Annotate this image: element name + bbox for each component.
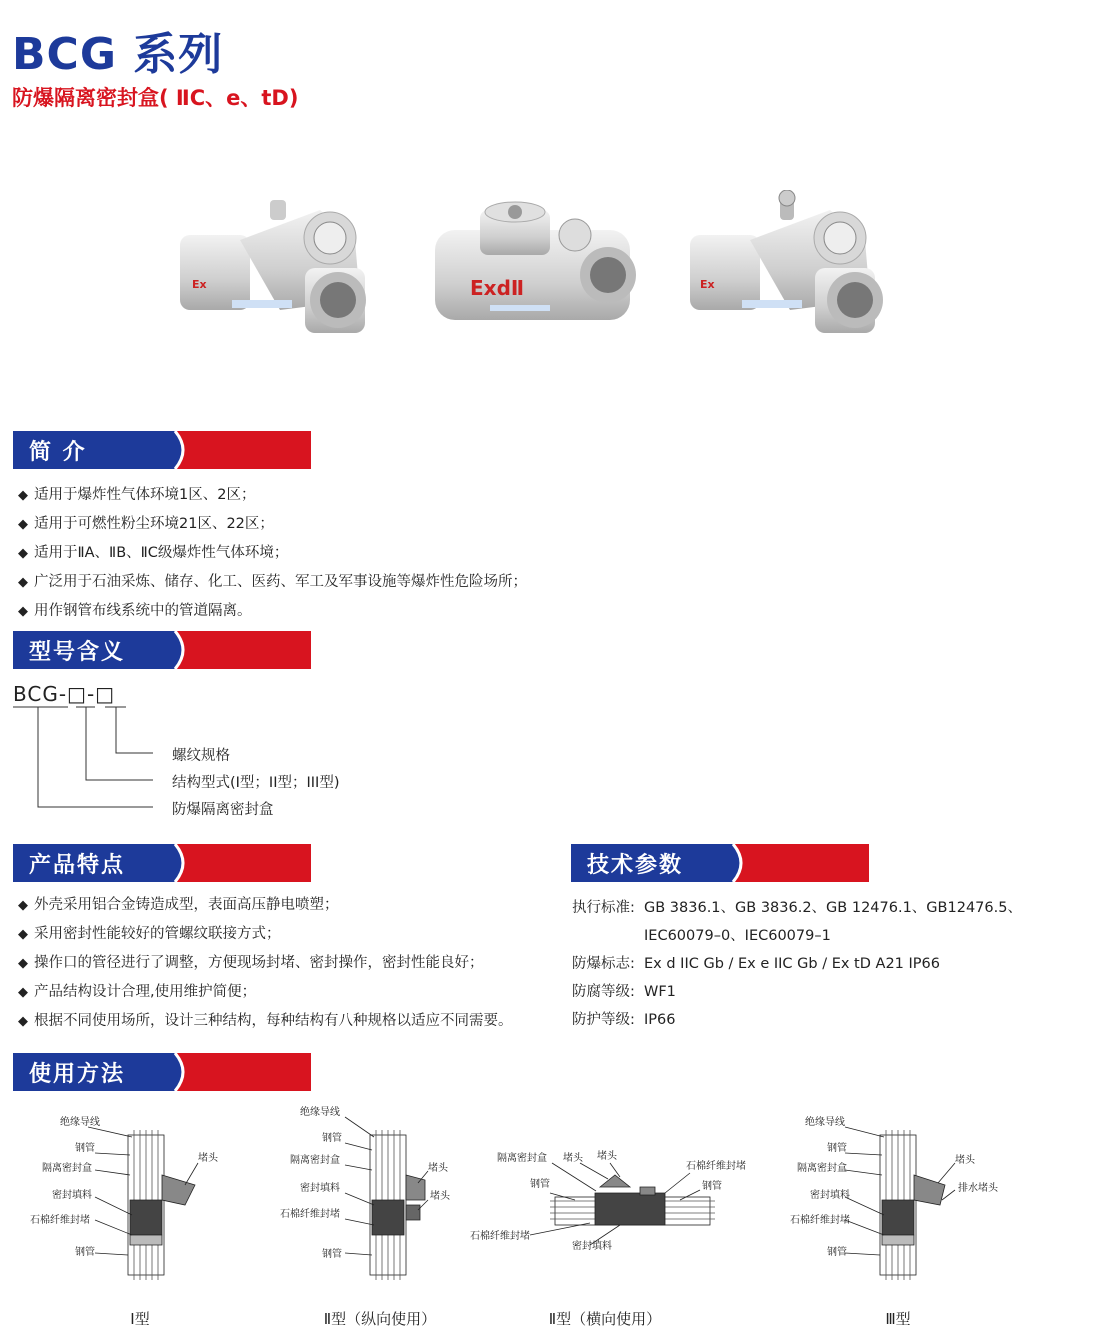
caption-type1: Ⅰ型 (130, 1310, 150, 1328)
spec-row: 执行标准: GB 3836.1、GB 3836.2、GB 12476.1、GB12476.5、 (572, 900, 1022, 916)
features-list (18, 891, 513, 1036)
page-title: BCG 系列 (12, 29, 224, 80)
list-item: ◆ 适用于ⅡA、ⅡB、ⅡC级爆炸性气体环境； (18, 539, 527, 568)
diagram-label: 石棉纤维封堵 (790, 1215, 850, 1226)
diagram-label: 密封填料 (52, 1190, 92, 1201)
list-item: ◆ 产品结构设计合理,使用维护简便； (18, 978, 513, 1007)
section-title-tech: 技术参数 (587, 853, 684, 878)
spec-row: 防爆标志: Ex d IIC Gb / Ex e IIC Gb / Ex tD A21 IP66 (572, 956, 940, 972)
section-banner-features (13, 844, 311, 882)
diagram-label: 堵头 (597, 1151, 617, 1162)
diagram-label: 隔离密封盒 (497, 1153, 547, 1164)
diagram-label: 钢管 (827, 1143, 847, 1154)
photo3-mark: Ex (700, 278, 715, 291)
diagram-label: 钢管 (322, 1249, 342, 1260)
list-item: ◆ 适用于爆炸性气体环境1区、2区； (18, 481, 527, 510)
diagram-label: 钢管 (75, 1143, 95, 1154)
diagram-label: 钢管 (75, 1247, 95, 1258)
diagram-label: 绝缘导线 (805, 1117, 845, 1128)
diagram-label: 隔离密封盒 (42, 1163, 92, 1174)
photo1-mark: Ex (192, 278, 207, 291)
diagram-label: 绝缘导线 (60, 1117, 100, 1128)
spec-row: 防腐等级: WF1 (572, 984, 676, 1000)
diagram-label: 堵头 (198, 1153, 218, 1164)
diagram-label: 钢管 (702, 1181, 722, 1192)
section-banner-usage (13, 1053, 311, 1091)
diagram-label: 密封填料 (300, 1183, 340, 1194)
section-title-usage: 使用方法 (29, 1062, 126, 1087)
spec-row: 防护等级: IP66 (572, 1012, 676, 1028)
diagram-type3 (845, 1127, 955, 1280)
diagram-label: 石棉纤维封堵 (686, 1161, 746, 1172)
diagram-type2-horizontal (530, 1163, 715, 1245)
diagram-label: 密封填料 (810, 1190, 850, 1201)
diagram-label: 隔离密封盒 (797, 1163, 847, 1174)
section-title-intro: 简 介 (29, 440, 87, 465)
list-item: ◆ 适用于可燃性粉尘环境21区、22区； (18, 510, 527, 539)
spec-row: IEC60079–0、IEC60079–1 (644, 928, 831, 944)
page-subtitle: 防爆隔离密封盒( ⅡC、e、tD) (12, 86, 299, 110)
diagram-label: 密封填料 (572, 1241, 612, 1252)
diagram-label: 石棉纤维封堵 (30, 1215, 90, 1226)
list-item: ◆ 外壳采用铝合金铸造成型，表面高压静电喷塑； (18, 891, 513, 920)
model-diagram-lines (13, 705, 173, 810)
diagram-label: 钢管 (827, 1247, 847, 1258)
usage-diagrams (0, 1105, 1100, 1305)
model-label-product: 防爆隔离密封盒 (172, 802, 274, 818)
section-banner-intro (13, 431, 311, 469)
model-code: BCG-□-□ (13, 682, 116, 706)
list-item: ◆ 操作口的管径进行了调整，方便现场封堵、密封操作，密封性能良好； (18, 949, 513, 978)
diagram-label: 绝缘导线 (300, 1107, 340, 1118)
section-title-model: 型号含义 (29, 640, 126, 665)
diagram-label: 石棉纤维封堵 (470, 1231, 530, 1242)
list-item: ◆ 采用密封性能较好的管螺纹联接方式； (18, 920, 513, 949)
diagram-label: 钢管 (322, 1133, 342, 1144)
diagram-type2-vertical (345, 1117, 428, 1280)
diagram-type1 (88, 1127, 198, 1280)
diagram-label: 石棉纤维封堵 (280, 1209, 340, 1220)
product-photo-type1 (180, 200, 366, 333)
diagram-label: 堵头 (428, 1163, 448, 1174)
caption-type3: Ⅲ型 (885, 1310, 911, 1328)
photo2-mark: ExdⅡ (470, 276, 525, 300)
list-item: ◆ 根据不同使用场所，设计三种结构，每种结构有八种规格以适应不同需要。 (18, 1007, 513, 1036)
section-title-features: 产品特点 (29, 853, 126, 878)
intro-list (18, 481, 527, 626)
caption-type2-horizontal: Ⅱ型（横向使用） (548, 1310, 662, 1328)
list-item: ◆ 广泛用于石油采炼、储存、化工、医药、军工及军事设施等爆炸性危险场所； (18, 568, 527, 597)
diagram-label: 堵头 (430, 1191, 450, 1202)
section-banner-model (13, 631, 311, 669)
model-label-thread: 螺纹规格 (172, 748, 230, 764)
product-photo-type3 (690, 190, 883, 333)
diagram-label: 隔离密封盒 (290, 1155, 340, 1166)
product-photos (170, 190, 890, 350)
list-item: ◆ 用作钢管布线系统中的管道隔离。 (18, 597, 527, 626)
diagram-label: 钢管 (530, 1179, 550, 1190)
model-label-structure: 结构型式(I型；II型；III型) (172, 775, 340, 791)
section-banner-tech (571, 844, 869, 882)
caption-type2-vertical: Ⅱ型（纵向使用） (323, 1310, 437, 1328)
diagram-label: 排水堵头 (958, 1183, 998, 1194)
diagram-label: 堵头 (563, 1153, 583, 1164)
diagram-label: 堵头 (955, 1155, 975, 1166)
product-photo-type2 (435, 202, 636, 320)
